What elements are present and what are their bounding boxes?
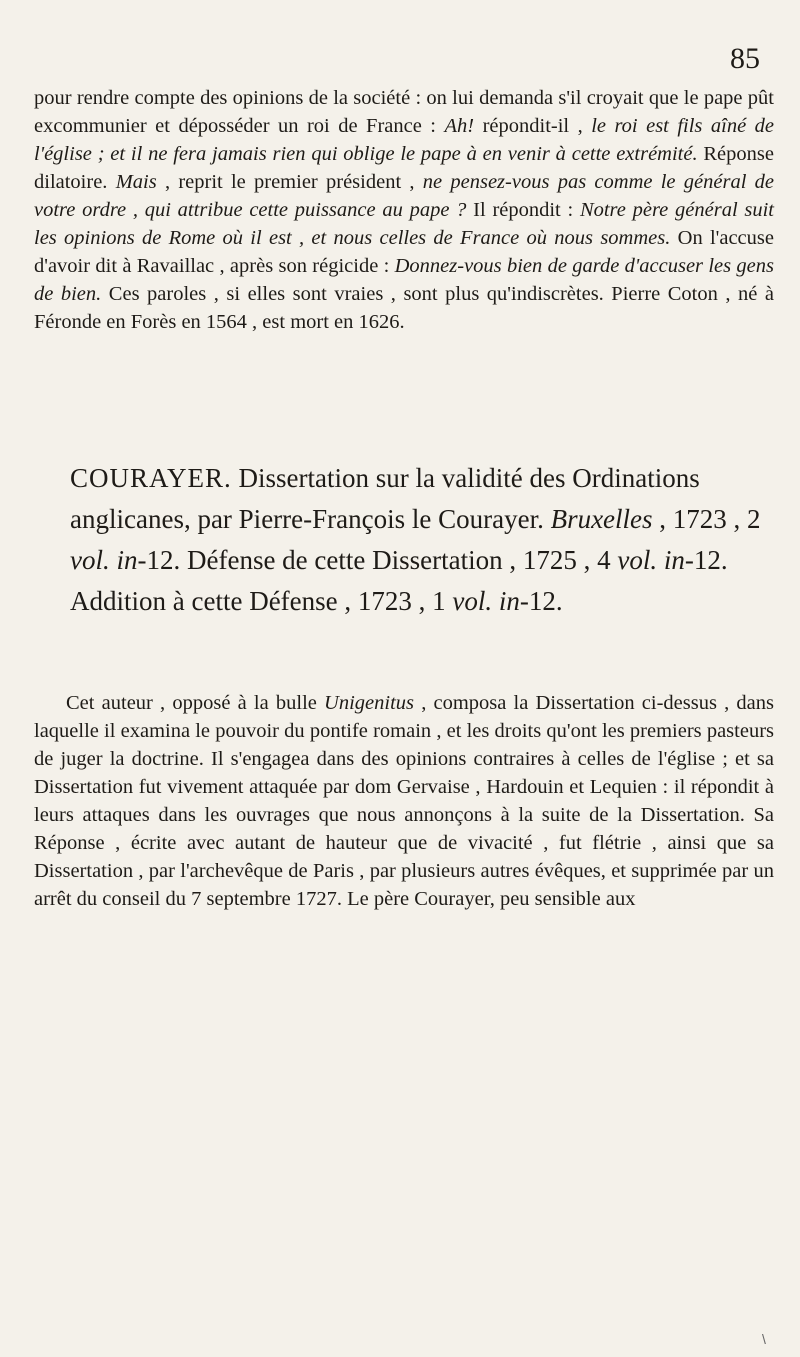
paragraph-coton: pour rendre compte des opinions de la société : on lui demanda s'il croyait que le pape pût excommunier et déposséder un roi de France : Ah! répondit-il , le roi est fils aîné de l'église ; et il ne fera jamais rien qui oblige le pape à en venir à cette extrémité. Réponse dilatoire. Mais , reprit le premier président , ne pensez-vous pas comme le général de votre ordre , qui attribue cette puissance au pape ? Il répondit : Notre père général suit les opinions de Rome où il est , et nous celles de France où nous sommes. On l'accuse d'avoir dit à Ravaillac , après son régicide : Donnez-vous bien de garde d'accuser les gens de bien. Ces paroles , si elles sont vraies , sont plus qu'indiscrètes. Pierre Coton , né à Féronde en Forès en 1564 , est mort en 1626. [34, 87, 774, 333]
margin-mark: \ [762, 1331, 766, 1347]
page-number: 85 [730, 42, 760, 75]
bibliography-entry-courayer: COURAYER. Dissertation sur la validité des Ordinations anglicanes, par Pierre-François le Courayer. Bruxelles , 1723 , 2 vol. in-12. Défense de cette Dissertation , 1725 , 4 vol. in-12. Addition à cette Défense , 1723 , 1 vol. in-12. [70, 463, 761, 616]
entry-headword: COURAYER. [70, 463, 232, 493]
paragraph-courayer-commentary: Cet auteur , opposé à la bulle Unigenitus , composa la Dissertation ci-dessus , dans laquelle il examina le pouvoir du pontife romain , et les droits qu'ont les premiers pasteurs de juger la doctrine. Il s'engagea dans des opinions contraires à celles de l'église ; et sa Dissertation fut vivement attaquée par dom Gervaise , Hardouin et Lequien : il répondit à leurs attaques dans les ouvrages que nous annonçons à la suite de la Dissertation. Sa Réponse , écrite avec autant de hauteur que de vivacité , fut flétrie , ainsi que sa Dissertation , par l'archevêque de Paris , par plusieurs autres évêques, et supprimée par un arrêt du conseil du 7 septembre 1727. Le père Courayer, peu sensible aux [34, 692, 774, 910]
